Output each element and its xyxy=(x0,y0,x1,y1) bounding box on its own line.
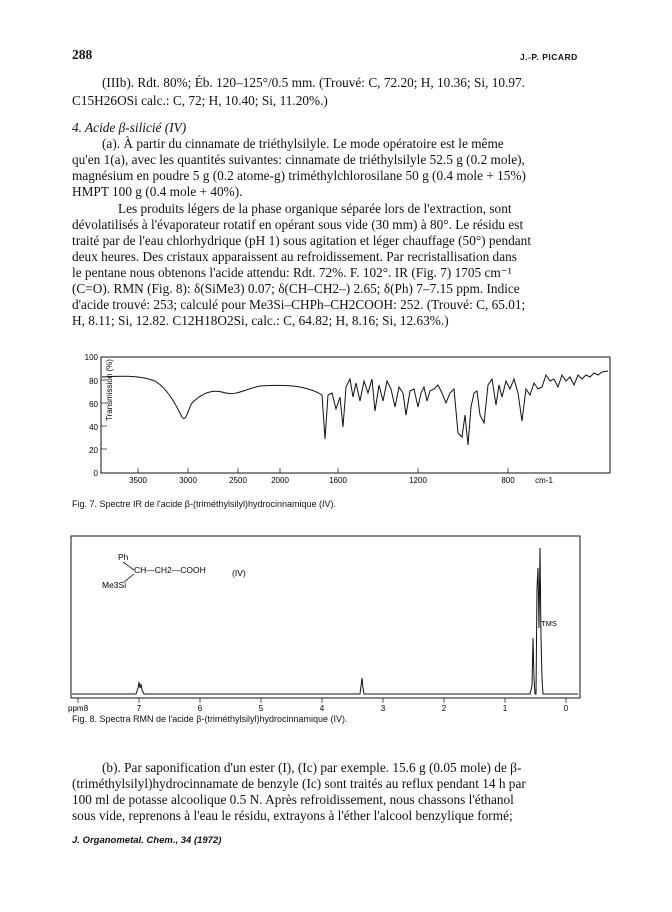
para-a-line-4: HMPT 100 g (0.4 mole + 40%). xyxy=(72,184,243,199)
nmr-xtick-6: 6 xyxy=(197,704,203,713)
ir-ytick-80: 80 xyxy=(89,377,98,386)
ir-plot-frame xyxy=(101,357,610,473)
ir-xtick-2000: 2000 xyxy=(271,476,289,485)
para-b-line-5: le pentane nous obtenons l'acide attendu: Rdt. 72%. F. 102°. IR (Fig. 7) 1705 cm⁻¹ xyxy=(72,265,512,280)
nmr-xtick-0: 0 xyxy=(563,704,569,713)
ir-ytick-20: 20 xyxy=(89,446,98,455)
para-a-line-3: magnésium en poudre 5 g (0.2 atome-g) triméthylchlorosilane 50 g (0.4 mole + 15%) xyxy=(72,168,526,183)
section-4-heading: 4. Acide β-silicié (IV) xyxy=(72,120,187,135)
nmr-xtick-1: 1 xyxy=(502,704,508,713)
iiib-line-1: (IIIb). Rdt. 80%; Éb. 120–125°/0.5 mm. (Trouvé: C, 72.20; H, 10.36; Si, 10.97. xyxy=(102,75,525,90)
page-number: 288 xyxy=(72,47,93,62)
journal-footer: J. Organometal. Chem., 34 (1972) xyxy=(72,835,222,846)
para-a-line-1: (a). À partir du cinnamate de triéthylsilyle. Le mode opératoire est le même xyxy=(102,136,504,151)
ir-xtick-1600: 1600 xyxy=(329,476,347,485)
para-b-line-8: H, 8.11; Si, 12.82. C12H18O2Si, calc.: C, 64.82; H, 8.16; Si, 12.63%.) xyxy=(72,313,449,328)
para-b-line-6: (C=O). RMN (Fig. 8): δ(SiMe3) 0.07; δ(CH–CH2–) 2.65; δ(Ph) 7–7.15 ppm. Indice xyxy=(72,281,520,296)
ir-xtick-3000: 3000 xyxy=(179,476,197,485)
fig8-caption: Fig. 8. Spectra RMN de l'acide β-(triméthylsilyl)hydrocinnamique (IV). xyxy=(72,714,348,724)
nmr-xtick-4: 4 xyxy=(319,704,325,713)
nmr-plot-frame xyxy=(71,536,580,698)
para-b-line-4: deux heures. Des cristaux apparaissent au refroidissement. Par recristallisation dans xyxy=(72,249,517,264)
iiib-line-2: C15H26OSi calc.: C, 72; H, 10.40; Si, 11.20%.) xyxy=(72,93,328,108)
ir-spectrum-figure xyxy=(60,345,620,495)
running-author: J.-P. PICARD xyxy=(520,52,578,62)
para-a-line-2: qu'en 1(a), avec les quantités suivantes: cinnamate de triéthylsilyle 52.5 g (0.2 mole), xyxy=(72,152,525,167)
ir-ytick-40: 40 xyxy=(89,423,98,432)
ir-xtick-2500: 2500 xyxy=(229,476,247,485)
ir-xtick-3500: 3500 xyxy=(129,476,147,485)
section-b-line-3: 100 ml de potasse alcoolique 0.5 N. Après refroidissement, nous chassons l'éthanol xyxy=(72,792,514,807)
structure-compound-label: (IV) xyxy=(232,568,246,578)
ir-xtick-1200: 1200 xyxy=(409,476,427,485)
tms-label: TMS xyxy=(541,619,557,628)
para-b-line-2: dévolatilisés à l'évaporateur rotatif en opérant sous vide (30 mm) à 80°. Le résidu est xyxy=(72,217,524,232)
structure-me3si-label: Me3Si xyxy=(102,580,127,590)
para-b-line-3: traité par de l'eau chlorhydrique (pH 1) sous agitation et léger chauffage (50°) pendant xyxy=(72,233,532,248)
nmr-xunit: ppm xyxy=(68,704,84,713)
ir-ytick-0: 0 xyxy=(93,469,98,478)
section-b-line-1: (b). Par saponification d'un ester (I), (Ic) par exemple. 15.6 g (0.05 mole) de β- xyxy=(102,760,522,775)
para-b-line-7: d'acide trouvé: 253; calculé pour Me3Si–CHPh–CH2COOH: 252. (Trouvé: C, 65.01; xyxy=(72,297,526,312)
ir-trace xyxy=(102,371,608,445)
nmr-spectrum-figure xyxy=(60,528,620,718)
ir-ylabel: Transmission (%) xyxy=(105,359,114,421)
nmr-xtick-8: 8 xyxy=(83,704,89,713)
ir-ytick-60: 60 xyxy=(89,400,98,409)
nmr-xtick-7: 7 xyxy=(136,704,142,713)
structure-ph-label: Ph xyxy=(118,552,129,562)
section-b-line-4: sous vide, reprenons à l'eau le résidu, extrayons à l'éther l'alcool benzylique formé; xyxy=(72,808,513,823)
ir-ytick-100: 100 xyxy=(84,353,98,362)
structure-chain-label: CH—CH2—COOH xyxy=(134,565,206,575)
para-b-line-1: Les produits légers de la phase organique séparée lors de l'extraction, sont xyxy=(118,201,512,216)
nmr-xtick-3: 3 xyxy=(380,704,386,713)
ir-xunit: cm-1 xyxy=(535,476,553,485)
fig7-caption: Fig. 7. Spectre IR de l'acide β-(triméthylsilyl)hydrocinnamique (IV). xyxy=(72,499,336,509)
section-b-line-2: (triméthylsilyl)hydrocinnamate de benzyle (Ic) sont traités au reflux pendant 14 h par xyxy=(72,776,526,791)
nmr-xtick-2: 2 xyxy=(441,704,447,713)
ir-xtick-800: 800 xyxy=(501,476,515,485)
nmr-xtick-5: 5 xyxy=(258,704,264,713)
